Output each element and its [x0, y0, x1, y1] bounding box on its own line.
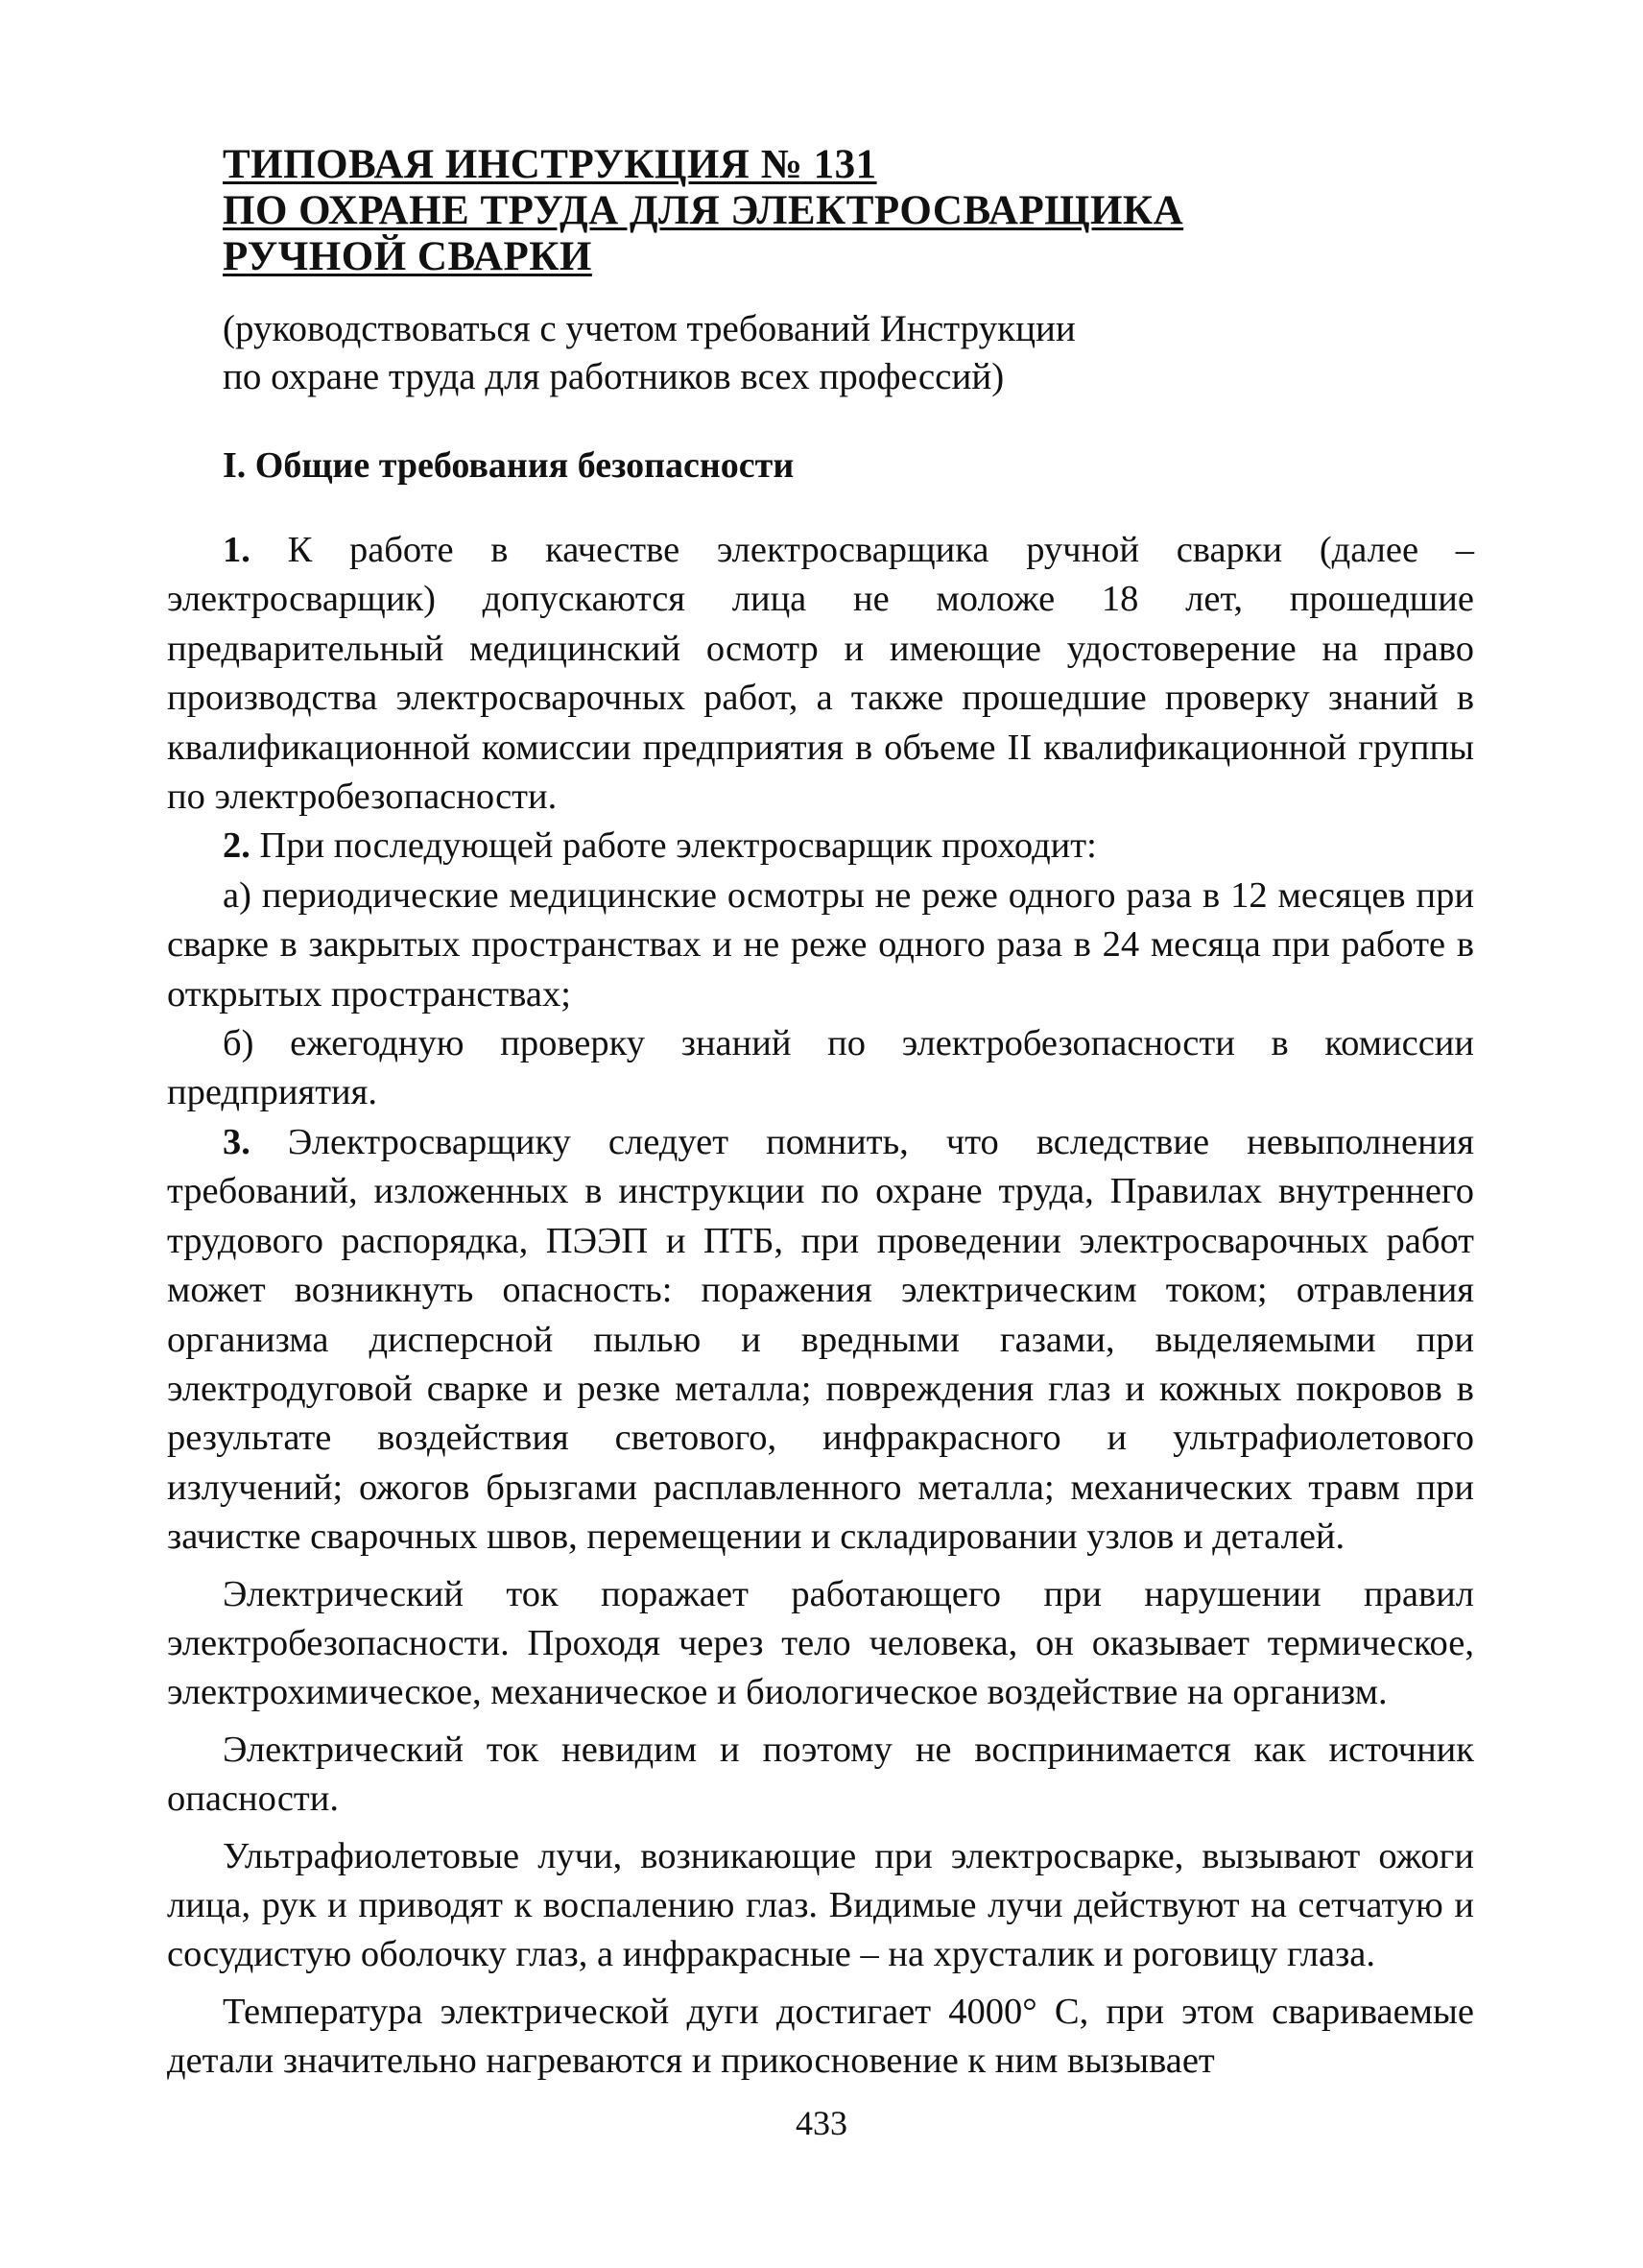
title-line: РУЧНОЙ СВАРКИ	[223, 234, 592, 279]
paragraph	[167, 1570, 1474, 1718]
paragraph	[167, 822, 1474, 871]
title-line: ТИПОВАЯ ИНСТРУКЦИЯ № 131	[223, 142, 877, 187]
paragraph-number: 1.	[223, 530, 250, 570]
section-heading: I. Общие требования безопасности	[223, 445, 795, 486]
paragraph	[167, 871, 1474, 1019]
paragraph-text: б) ежегодную проверку знаний по электробезопасности в комиссии предприятия.	[167, 1023, 1474, 1113]
paragraph	[167, 1726, 1474, 1825]
paragraph	[167, 1832, 1474, 1980]
document-subtitle	[223, 305, 1278, 401]
paragraph	[167, 1988, 1474, 2087]
body-text	[167, 526, 1474, 2087]
paragraph-number: 3.	[223, 1121, 250, 1162]
subtitle-line: по охране труда для работников всех профессий)	[223, 356, 1005, 397]
paragraph-text: Температура электрической дуги достигает 4000° С, при этом свариваемые детали значительно нагреваются и прикосновение к ним вызывает	[167, 1991, 1474, 2082]
paragraph-text: Электрический ток невидим и поэтому не воспринимается как источник опасности.	[167, 1729, 1474, 1820]
paragraph-text: а) периодические медицинские осмотры не реже одного раза в 12 месяцев при сварке в закрытых пространствах и не реже одного раза в 24 месяца при работе в открытых пространствах;	[167, 874, 1474, 1015]
paragraph-text: Ультрафиолетовые лучи, возникающие при электросварке, вызывают ожоги лица, рук и приводят к воспалению глаз. Видимые лучи действуют на сетчатую и сосудистую оболочку глаз, а инфракрасные – на хрусталик и роговицу глаза.	[167, 1835, 1474, 1975]
paragraph	[167, 526, 1474, 822]
paragraph-number: 2.	[223, 825, 250, 867]
paragraph-text: При последующей работе электросварщик проходит:	[250, 825, 1097, 867]
title-line: ПО ОХРАНЕ ТРУДА ДЛЯ ЭЛЕКТРОСВАРЩИКА	[223, 188, 1184, 233]
paragraph-text: Электросварщику следует помнить, что вследствие невыполнения требований, изложенных в инструкции по охране труда, Правилах внутреннего трудового распорядка, ПЭЭП и ПТБ, при проведении электросварочных работ может возникнуть опасность: поражения электрическим током; отравления организма дисперсной пылью и вредными газами, выделяемыми при электродуговой сварке и резке металла; повреждения глаз и кожных покровов в результате воздействия светового, инфракрасного и ультрафиолетового излучений; ожогов брызгами расплавленного металла; механических травм при зачистке сварочных швов, перемещении и складировании узлов и деталей.	[167, 1121, 1474, 1558]
document-title	[223, 142, 1470, 280]
paragraph-text: К работе в качестве электросварщика ручной сварки (далее – электросварщик) допускаются лица не моложе 18 лет, прошедшие предварительный медицинский осмотр и имеющие удостоверение на право производства электросварочных работ, а также прошедшие проверку знаний в квалификационной комиссии предприятия в объеме II квалификационной группы по электробезопасности.	[167, 530, 1474, 818]
page-number: 433	[796, 2104, 847, 2142]
paragraph	[167, 1118, 1474, 1563]
subtitle-line: (руководствоваться с учетом требований Инструкции	[223, 308, 1076, 349]
paragraph	[167, 1019, 1474, 1118]
paragraph-text: Электрический ток поражает работающего при нарушении правил электробезопасности. Проходя через тело человека, он оказывает термическое, электрохимическое, механическое и биологическое воздействие на организм.	[167, 1573, 1474, 1713]
